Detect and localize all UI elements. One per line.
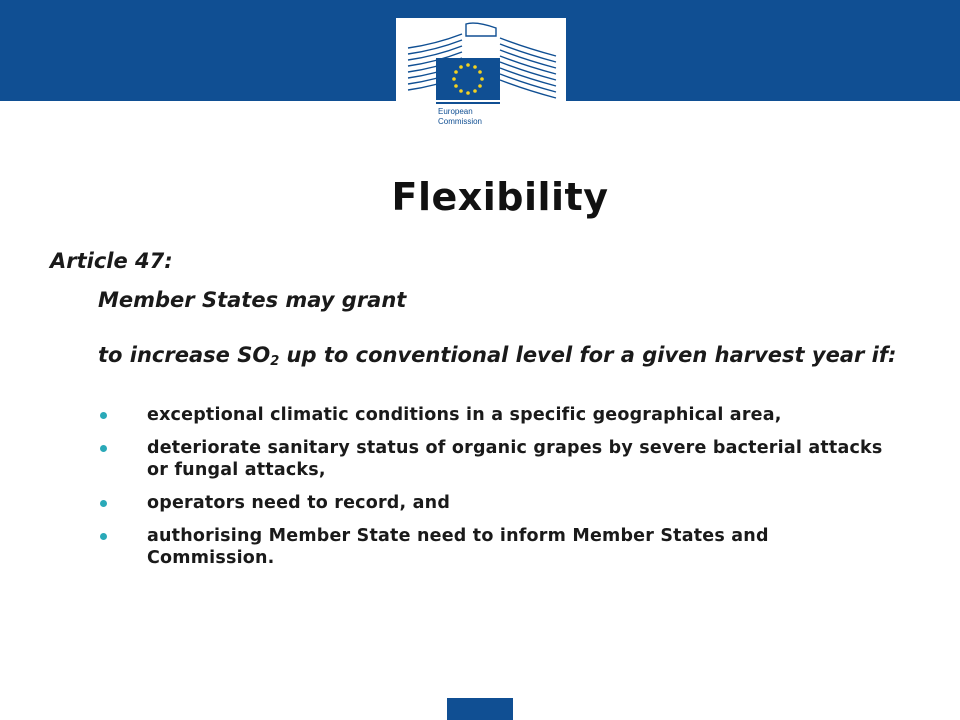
list-item-text: deteriorate sanitary status of organic grapes by severe bacterial attacks or fungal attacks, <box>147 438 883 480</box>
footer-flag-tab <box>447 698 513 720</box>
list-item <box>100 404 900 426</box>
so2-subscript: 2 <box>270 354 280 369</box>
list-item <box>100 525 900 569</box>
list-item <box>100 492 900 514</box>
list-item-text: exceptional climatic conditions in a specific geographical area, <box>147 405 782 425</box>
list-item-text: operators need to record, and <box>147 493 451 513</box>
so2-statement-prefix: to increase SO <box>98 343 271 367</box>
conditions-list <box>100 404 900 580</box>
bullet-icon <box>100 533 107 540</box>
bullet-icon <box>100 412 107 419</box>
article-label: Article 47: <box>50 249 173 273</box>
slide-title: Flexibility <box>391 175 609 219</box>
bullet-icon <box>100 445 107 452</box>
grant-statement: Member States may grant <box>98 288 407 312</box>
european-commission-logo <box>396 18 566 138</box>
so2-statement <box>98 341 918 376</box>
list-item <box>100 437 900 481</box>
bullet-icon <box>100 500 107 507</box>
list-item-text: authorising Member State need to inform Member States and Commission. <box>147 526 769 568</box>
logo-text-commission: Commission <box>438 117 483 126</box>
so2-statement-suffix: up to conventional level for a given harvest year if: <box>279 343 897 367</box>
logo-text-european: European <box>438 107 473 116</box>
